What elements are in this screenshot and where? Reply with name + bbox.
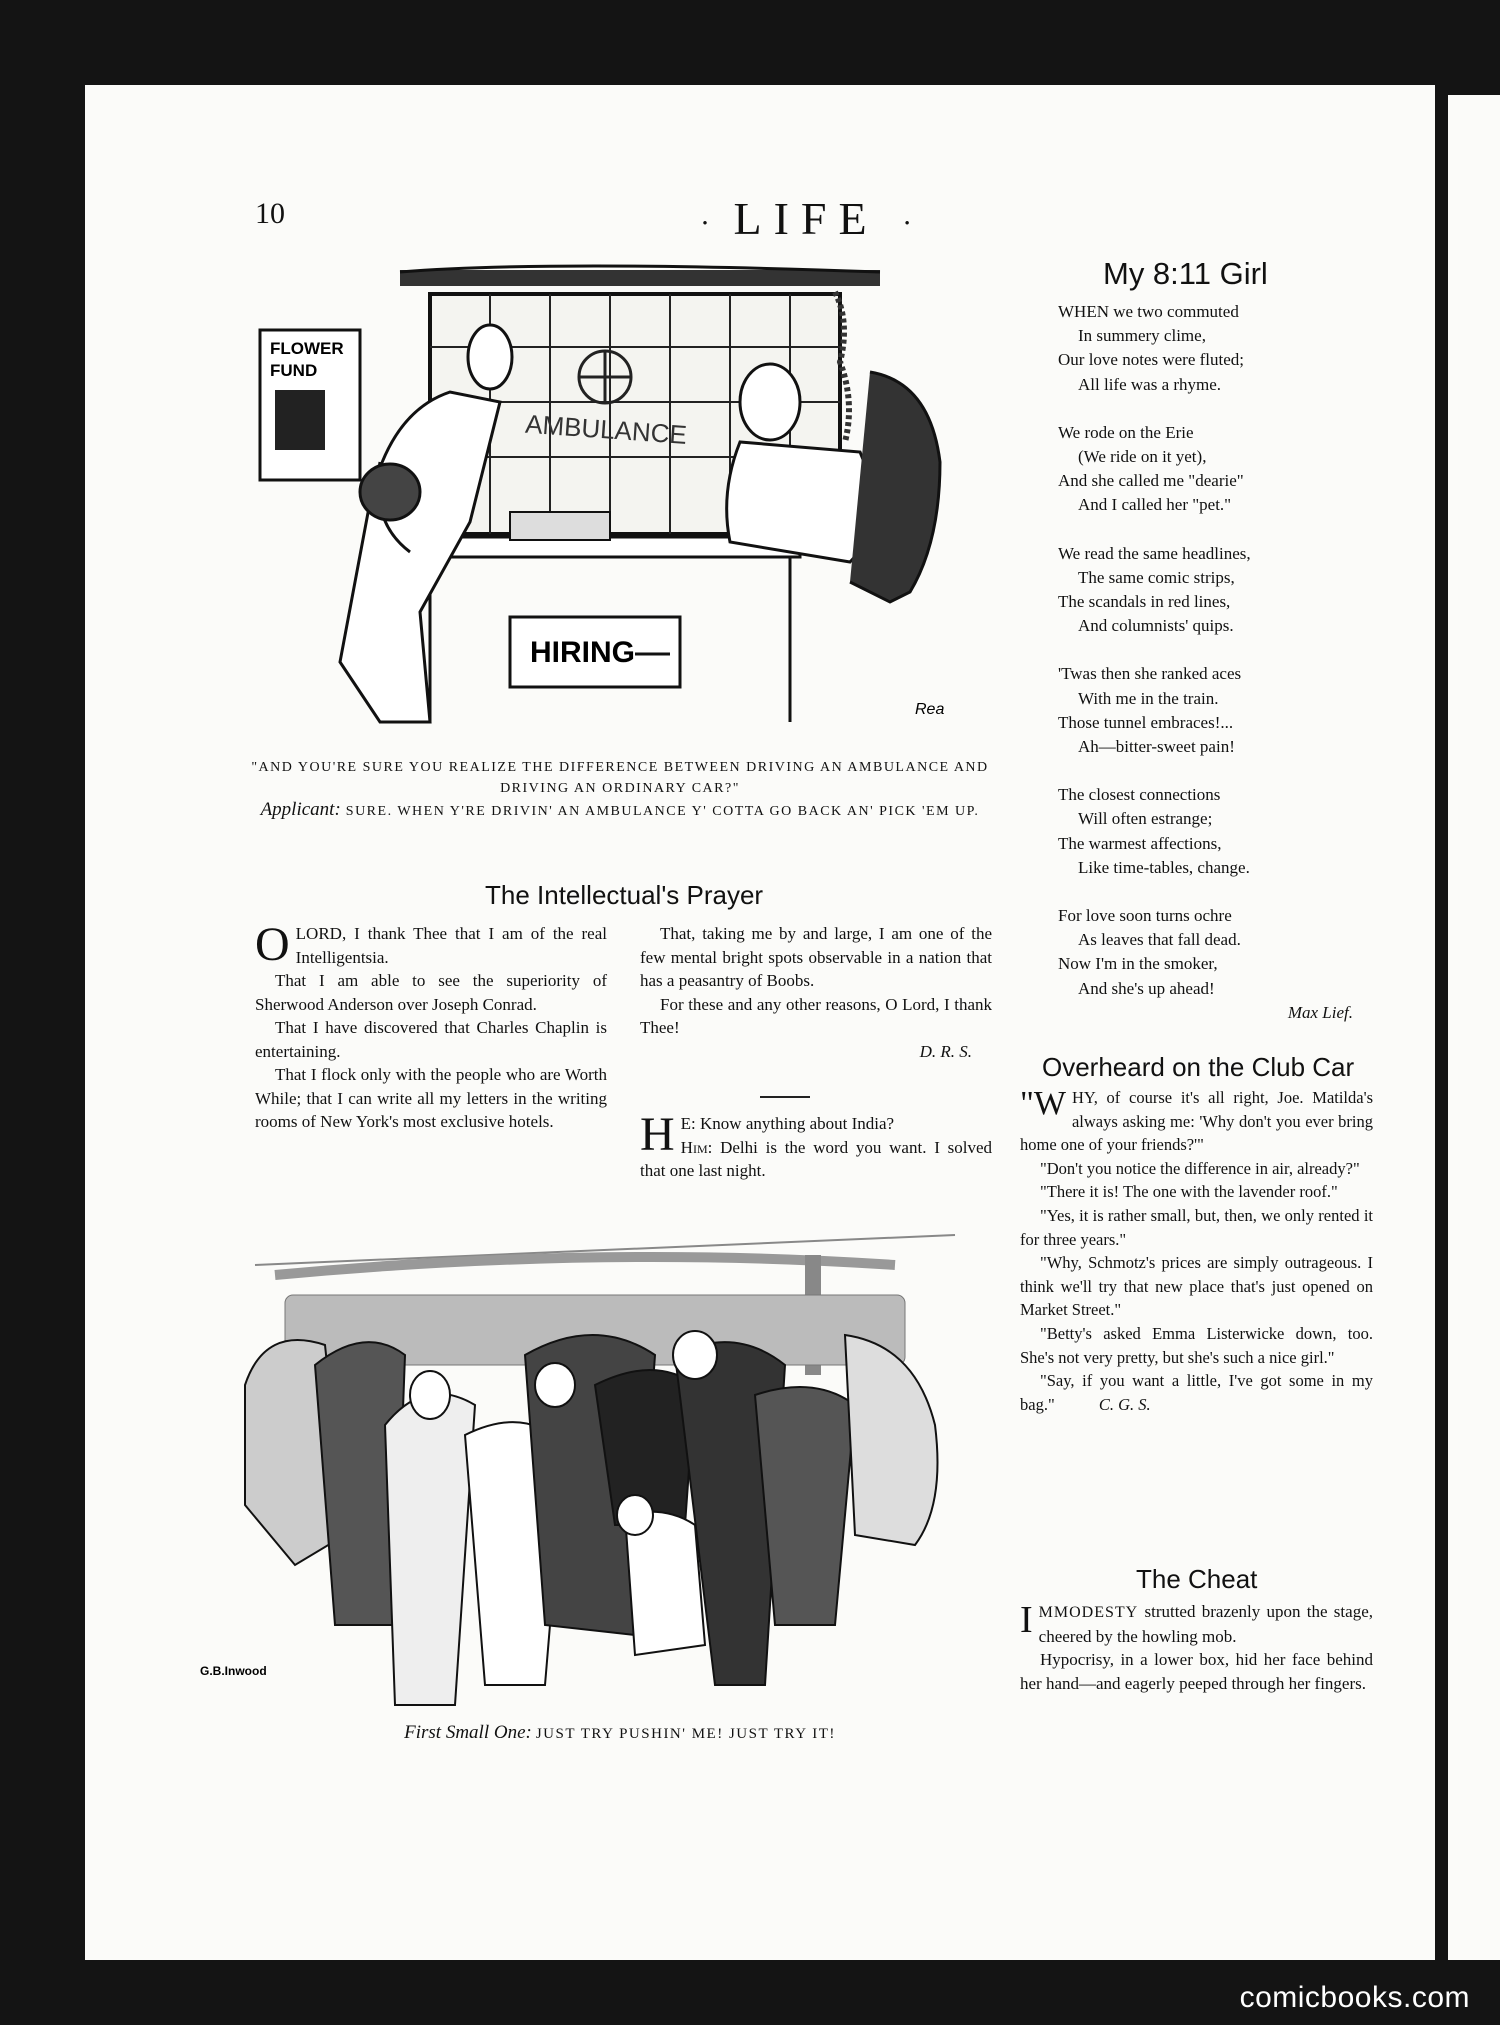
poem-line: All life was a rhyme. [1078,374,1222,394]
masthead-dot-right: · [902,206,913,240]
intellectual-signature: D. R. S. [919,1041,972,1061]
poem-line: And she's up ahead! [1078,978,1215,998]
cheat-para-1 [1020,1600,1373,1648]
cartoon1-caption-question: "AND YOU'RE SURE YOU REALIZE THE DIFFERENCE BETWEEN DRIVING AN AMBULANCE AND DRIVING AN ORDINARY CAR?" [251,760,989,796]
flower-fund-sign-line1: FLOWER [270,339,344,358]
clubcar-signature: C. G. S. [1098,1394,1151,1414]
poem-line: We read the same headlines, [1058,543,1251,563]
cheat-text-1: strutted brazenly upon the stage, cheered by the howling mob. [1038,1602,1373,1646]
clubcar-para-6: "Betty's asked Emma Listerwicke down, too. She's not very pretty, but she's such a nice girl." [1020,1323,1373,1367]
masthead [700,192,912,245]
poem-stanza [1058,662,1378,759]
india-text [640,1108,992,1183]
ambulance-hiring-cartoon [250,262,990,732]
dropcap-h: H [640,1108,675,1161]
cheat-lead: MMODESTY [1038,1604,1139,1621]
dropcap-i: I [1020,1599,1033,1641]
poem-line: With me in the train. [1078,688,1219,708]
poem-stanza [1058,421,1378,518]
clubcar-para-5: "Why, Schmotz's prices are simply outrageous. I think we'll try that new place that's just opened on Market Street." [1020,1253,1373,1320]
page-number: 10 [255,197,285,230]
poem-line: We rode on the Erie [1058,422,1194,442]
cheat-para-2: Hypocrisy, in a lower box, hid her face behind her hand—and eagerly peeped through her fingers. [1020,1650,1373,1693]
clubcar-text-7: "Say, if you want a little, I've got some in my bag." [1020,1371,1373,1414]
clubcar-para-3: "There it is! The one with the lavender roof." [1040,1182,1338,1202]
poem-line: And I called her "pet." [1078,495,1232,515]
poem-stanza [1058,542,1378,639]
masthead-dot-left: · [700,206,710,240]
india-line2: : Delhi is the word you want. I solved that one last night. [640,1137,992,1180]
poem-line: The scandals in red lines, [1058,592,1231,612]
intellectual-col1 [255,918,607,1134]
poem-line: Will often estrange; [1078,809,1213,829]
intellectual-col2 [640,922,992,1063]
poem-line: In summery clime, [1078,326,1206,346]
poem-line: For love soon turns ochre [1058,906,1232,926]
clubcar-title: Overheard on the Club Car [1042,1052,1355,1082]
poem-line: And she called me "dearie" [1058,471,1244,491]
poem-line: As leaves that fall dead. [1078,930,1241,950]
cartoon2-signature: G.B.Inwood [200,1664,267,1678]
poem-stanza [1058,904,1378,1001]
caption-answer-text: SURE. WHEN Y'RE DRIVIN' AN AMBULANCE Y' COTTA GO BACK AN' PICK 'EM UP. [345,804,980,819]
intellectual-para-2: That I am able to see the superiority of Sherwood Anderson over Joseph Conrad. [255,971,607,1014]
poem-line: Our love notes were fluted; [1058,350,1244,370]
intellectual-para-1 [255,918,607,971]
poem-line: Now I'm in the smoker, [1058,954,1218,974]
watermark: comicbooks.com [1239,1981,1470,2014]
poem-stanza [1058,783,1378,880]
cartoon2-speaker: First Small One: [404,1722,532,1743]
clubcar-para-1 [1020,1086,1373,1157]
intellectual-para-6: For these and any other reasons, O Lord, I thank Thee! [640,994,992,1037]
dropcap-w: "W [1020,1085,1066,1122]
poem-line: Those tunnel embraces!... [1058,712,1234,732]
crowd-cartoon [195,1205,1000,1725]
clubcar-para-4: "Yes, it is rather small, but, then, we only rented it for three years." [1020,1205,1373,1249]
cartoon1-caption-answer [250,799,990,822]
india-him: Him [680,1137,708,1157]
masthead-title: LIFE [733,193,879,244]
clubcar-text-1: HY, of course it's all right, Joe. Matilda's always asking me: 'Why don't you ever bring home one of your friends?'" [1020,1088,1373,1155]
cartoon2-caption [250,1722,990,1745]
cartoon1-caption [250,757,990,822]
flower-fund-sign-line2: FUND [270,361,318,380]
poem-stanza [1058,300,1378,397]
intellectual-para-4: That I flock only with the people who are Worth While; that I can write all my letters in the writing rooms of New York's most exclusive hotels. [255,1065,607,1131]
poem-line: 'Twas then she ranked aces [1058,664,1242,684]
ambulance-window-sign: AMBULANCE [524,408,688,450]
cheat-body [1020,1600,1373,1695]
cartoon2-caption-text: JUST TRY PUSHIN' ME! JUST TRY IT! [535,1726,836,1742]
cheat-title: The Cheat [1136,1564,1258,1594]
next-page-edge [1448,95,1500,1960]
poem-author: Max Lief. [1287,1003,1353,1022]
caption-speaker: Applicant: [260,799,341,820]
cartoonist-signature: Rea [915,701,945,718]
intellectual-para-5: That, taking me by and large, I am one of the few mental bright spots observable in a nation that has a peasantry of Boobs. [640,924,992,990]
poem-line: WHEN we two commuted [1058,302,1239,321]
intellectual-para-3: That I have discovered that Charles Chaplin is entertaining. [255,1018,607,1061]
hiring-sign: HIRING [530,636,635,669]
poem-line: Ah—bitter-sweet pain! [1078,737,1235,757]
divider [760,1096,810,1098]
poem-line: (We ride on it yet), [1078,447,1207,467]
poem-body [1058,300,1378,1025]
india-joke [640,1108,992,1183]
intellectual-text-1: LORD, I thank Thee that I am of the real Intelligentsia. [295,924,607,967]
poem-line: The closest connections [1058,785,1221,805]
crowd-figures [245,1331,938,1705]
poem-line: The warmest affections, [1058,833,1222,853]
poem-line: Like time-tables, change. [1078,857,1250,877]
india-line1: E: Know anything about India? [680,1114,895,1133]
intellectual-title: The Intellectual's Prayer [485,880,764,910]
poem-line: The same comic strips, [1078,567,1235,587]
poem-line: And columnists' quips. [1078,616,1234,636]
poem-title: My 8:11 Girl [1103,256,1268,291]
clubcar-para-2: "Don't you notice the difference in air, already?" [1040,1158,1360,1178]
clubcar-body [1020,1086,1373,1416]
clubcar-para-7 [1020,1369,1373,1416]
dropcap-o: O [255,918,290,971]
